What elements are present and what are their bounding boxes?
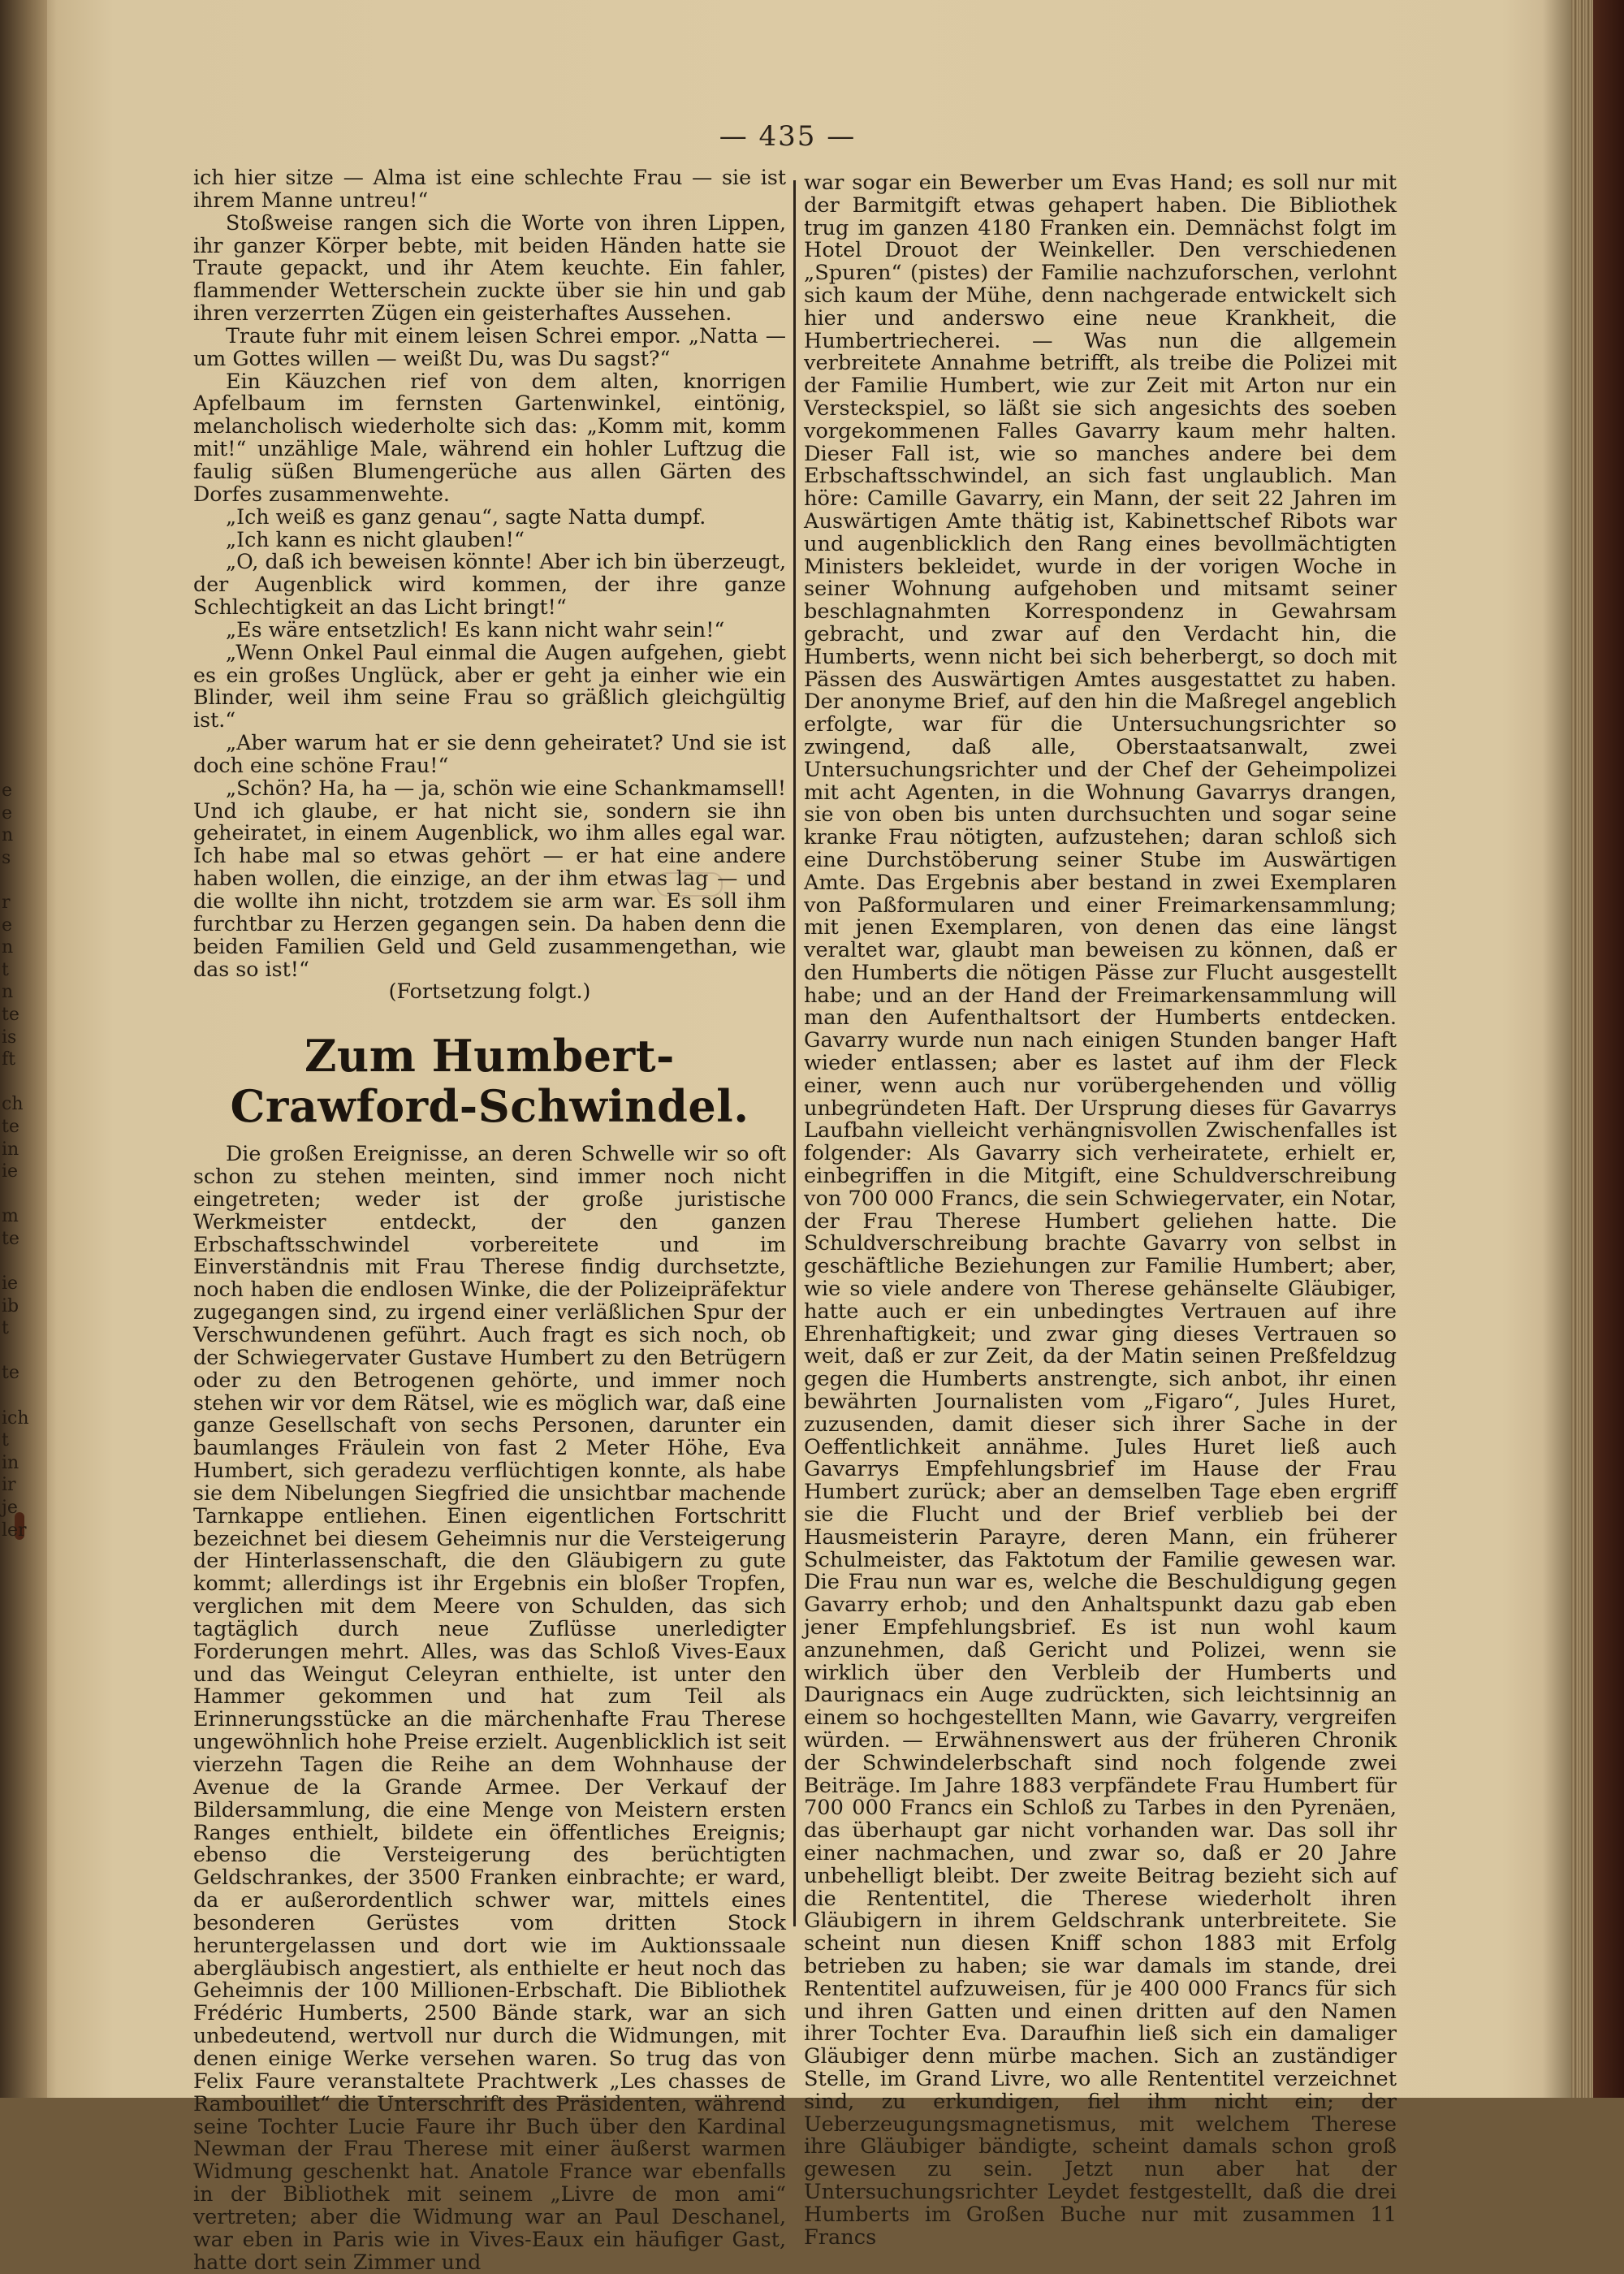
continuation-note: (Fortsetzung folgt.) [388,979,591,1004]
paragraph: „Wenn Onkel Paul einmal die Augen aufgehen, giebt es ein großes Unglück, aber er geht ja einher wie ein Blinder, weil ihm seine Frau so gräßlich gleichgültig ist.“ [193,640,786,733]
margin-fragment: ler [2,1520,27,1541]
margin-fragment: te [2,1116,19,1137]
margin-fragment: t [2,1318,9,1339]
margin-fragment: e [2,914,13,936]
margin-fragment: ie [2,1161,19,1182]
paragraph: „Schön? Ha, ha — ja, schön wie eine Schankmamsell! Und ich glaube, er hat nicht sie, sondern sie ihn geheiratet, in einem Augenblick, wo ihm alles egal war. Ich habe mal so etwas gehört — er hat eine andere haben wollen, die einzige, an der ihm etwas lag — und die wollte ihn nicht, trotzdem sie arm war. Es soll ihm furchtbar zu Herzen gegangen sein. Da haben denn die beiden Familien Geld und Geld zusammengethan, wie das so ist!“ [193,776,786,981]
paragraph: „O, daß ich beweisen könnte! Aber ich bin überzeugt, der Augenblick wird kommen, der ihre ganze Schlechtigkeit an das Licht bringt!“ [193,550,786,620]
paragraph: Ein Käuzchen rief von dem alten, knorrigen Apfelbaum im fernsten Gartenwinkel, eintönig, melancholisch wiederholte sich das: „Komm mit, komm mit!“ unzählige Male, während ein hohler Luftzug die faulig süßen Blumengerüche aus allen Gärten des Dorfes zusammenwehte. [193,369,786,506]
margin-fragment [2,869,34,892]
page-number: — 435 — [719,120,857,153]
margin-fragment [2,1385,34,1407]
right-column [804,172,1397,2249]
margin-fragment: in [2,1139,19,1160]
paragraph: „Ich kann es nicht glauben!“ [226,527,525,551]
margin-fragment: s [2,847,11,868]
margin-fragment: te [2,1004,19,1025]
adjacent-page-margin [2,780,34,1541]
margin-fragment: in [2,1452,19,1473]
margin-fragment: ie [2,1273,19,1295]
paragraph: war sogar ein Bewerber um Evas Hand; es soll nur mit der Barmitgift etwas gehapert haben. Die Bibliothek trug im ganzen 4180 Franken ein. Demnächst folgt im Hotel Drouot der Weinkeller. Den verschiedenen „Spuren“ (pistes) der Familie nachzuforschen, verlohnt sich kaum der Mühe, denn nachgerade entwickelt sich hier und anderswo eine neue Krankheit, die Humbertriecherei. — Was nun die allgemein verbreitete Annahme betrifft, als treibe die Polizei mit der Familie Humbert, wie zur Zeit mit Arton nur ein Versteckspiel, so läßt sie sich angesichts des soeben vorgekommenen Falles Gavarry kaum mehr halten. Dieser Fall ist, wie so manches andere bei dem Erbschaftsschwindel, an sich fast unglaublich. Man höre: Camille Gavarry, ein Mann, der seit 22 Jahren im Auswärtigen Amte thätig ist, Kabinettschef Ribots war und augenblicklich den Rang eines bevollmächtigten Ministers bekleidet, wurde in der vorigen Woche in seiner Wohnung aufgehoben und mitsamt seiner beschlagnahmten Korrespondenz in Gewahrsam gebracht, und zwar auf den Verdacht hin, die Humberts, wenn nicht bei sich beherbergt, so doch mit Pässen des Auswärtigen Amtes ausgestattet zu haben. Der anonyme Brief, auf den hin die Maßregel angeblich erfolgte, war für die Untersuchungsrichter so zwingend, daß alle, Oberstaatsanwalt, zwei Untersuchungsrichter und der Chef der Geheimpolizei mit acht Agenten, in die Wohnung Gavarrys drangen, sie von oben bis unten durchsuchten und sogar seine kranke Frau nötigten, aufzustehen; daran schloß sich eine Durchstöberung seiner Stube im Auswärtigen Amte. Das Ergebnis aber bestand in zwei Exemplaren von Paßformularen und einer Freimarkensammlung; mit jenen Exemplaren, von denen das eine längst veraltet war, glaubt man beweisen zu können, daß er den Humberts die nötigen Pässe zur Flucht ausgestellt habe; und an der Hand der Freimarkensammlung will man den Aufenthaltsort der Humberts entdecken. Gavarry wurde nun nach einigen Stunden banger Haft wieder entlassen; aber es lastet auf ihm der Fleck einer, wenn auch nur vorübergehenden und völlig unbegründeten Haft. Der Ursprung dieses für Gavarrys Laufbahn vielleicht verhängnisvollen Zwischenfalles ist folgender: Als Gavarry sich verheiratete, erhielt er, einbegriffen in die Mitgift, eine Schuldverschreibung von 700 000 Francs, die sein Schwiegervater, ein Notar, der Frau Therese Humbert geliehen hatte. Die Schuldverschreibung brachte Gavarry von selbst in geschäftliche Beziehungen zur Familie Humbert; aber, wie so viele andere von Therese gehänselte Gläubiger, hatte auch er ein unbedingtes Vertrauen auf ihre Ehrenhaftigkeit; und zwar ging dieses Vertrauen so weit, daß er zur Zeit, da der Matin seinen Preßfeldzug gegen die Humberts anstrengte, sich anbot, ihr einen bewährten Journalisten vom „Figaro“, Jules Huret, zuzusenden, damit dieser sich ihrer Sache in der Oeffentlichkeit annähme. Jules Huret ließ auch Gavarrys Empfehlungsbrief im Hause der Frau Humbert zurück; aber an demselben Tage eben ergriff sie die Flucht und der Brief verblieb bei der Hausmeisterin Parayre, deren Mann, ein früherer Schulmeister, das Faktotum der Familie gewesen war. Die Frau nun war es, welche die Beschuldigung gegen Gavarry erhob; und den Anhaltspunkt dazu gab eben jener Empfehlungsbrief. Es ist nun wohl kaum anzunehmen, daß Gericht und Polizei, wenn sie wirklich über den Verbleib der Humberts und Daurignacs ein Auge zudrückten, sich leichtsinnig an einem so hochgestellten Mann, wie Gavarry, vergreifen würden. — Erwähnenswert aus der früheren Chronik der Schwindelerbschaft sind noch folgende zwei Beiträge. Im Jahre 1883 verpfändete Frau Humbert für 700 000 Francs ein Schloß zu Tarbes in den Pyrenäen, das überhaupt gar nicht vorhanden war. Das soll ihr einer nachmachen, und zwar so, daß er 20 Jahre unbehelligt bleibt. Der zweite Beitrag bezieht sich auf die Rententitel, die Therese wiederholt ihren Gläubigern in ihrem Geldschrank unterbreitete. Sie scheint nun diesen Kniff schon 1883 mit Erfolg betrieben zu haben; sie war damals im stande, drei Rententitel aufzuweisen, für je 400 000 Francs für sich und ihren Gatten und einen dritten auf den Namen ihrer Tochter Eva. Daraufhin ließ sich ein damaliger Gläubiger denn mürbe machen. Sich an zuständiger Stelle, im Grand Livre, wo alle Rententitel verzeichnet sind, zu erkundigen, fiel ihm nicht ein; der Ueberzeugungsmagnetismus, mit welchem Therese ihre Gläubiger bändigte, scheint damals schon groß gewesen zu sein. Jetzt nun aber hat der Untersuchungsrichter Leydet festgestellt, daß die drei Humberts im Großen Buche nur mit zusammen 11 Francs [804,171,1397,2250]
margin-fragment [2,1250,34,1273]
paragraph: „Es wäre entsetzlich! Es kann nicht wahr sein!“ [226,617,725,642]
paragraph: „Aber warum hat er sie denn geheiratet? Und sie ist doch eine schöne Frau!“ [193,731,786,777]
paragraph: Traute fuhr mit einem leisen Schrei empor. „Natta — um Gottes willen — weißt Du, was Du sagst?“ [193,323,786,370]
margin-fragment: n [2,982,14,1003]
margin-fragment [2,1340,34,1363]
margin-fragment: ch [2,1094,24,1115]
margin-fragment: ib [2,1295,19,1316]
margin-fragment: te [2,1363,19,1384]
margin-fragment: n [2,937,14,958]
margin-fragment [2,1183,34,1206]
paragraph: „Ich weiß es ganz genau“, sagte Natta dumpf. [226,504,706,529]
margin-fragment: t [2,959,9,980]
margin-fragment: ft [2,1049,15,1070]
paragraph: ich hier sitze — Alma ist eine schlechte Frau — sie ist ihrem Manne untreu!“ [193,166,786,212]
article-heading: Zum Humbert-Crawford-Schwindel. [230,1030,749,1133]
margin-fragment: e [2,780,13,801]
margin-fragment: t [2,1430,9,1451]
margin-fragment: is [2,1027,17,1048]
margin-fragment: n [2,825,14,846]
margin-fragment [2,1071,34,1094]
paragraph: Stoßweise rangen sich die Worte von ihren Lippen, ihr ganzer Körper bebte, mit beiden Händen hatte sie Traute gepackt, und ihr Atem keuchte. Ein fahler, flammender Wetterschein zuckte über sie hin und gab ihren verzerrten Zügen ein geisterhaftes Aussehen. [193,210,786,326]
margin-fragment: m [2,1206,19,1227]
book-cover-edge [1593,0,1624,2098]
margin-fragment: ir [2,1475,16,1496]
margin-fragment: e [2,802,13,824]
margin-fragment: je [2,1498,18,1518]
column-rule [793,180,796,1926]
left-column [193,166,786,2273]
margin-fragment: ich [2,1407,29,1429]
margin-fragment: te [2,1228,19,1249]
margin-fragment: r [2,892,11,913]
paragraph: Die großen Ereignisse, an deren Schwelle wir so oft schon zu stehen meinten, sind immer noch nicht eingetreten; weder ist der große juristische Werkmeister entdeckt, der den ganzen Erbschaftsschwindel vorbereitete und im Einverständnis mit Frau Therese findig durchsetzte, noch haben die endlosen Winke, die der Polizeipräfektur zugegangen sind, zu irgend einer verläßlichen Spur der Verschwundenen geführt. Auch fragt es sich noch, ob der Schwiegervater Gustave Humbert zu den Betrügern oder zu den Betrogenen gehörte, und immer noch stehen wir vor dem Rätsel, wie es möglich war, daß eine ganze Gesellschaft von sechs Personen, darunter ein baumlanges Fräulein von fast 2 Meter Höhe, Eva Humbert, sich geradezu verflüchtigen konnte, als habe sie dem Nibelungen Siegfried die unsichtbar machende Tarnkappe entliehen. Einen eigentlichen Fortschritt bezeichnet bei diesem Geheimnis nur die Versteigerung der Hinterlassenschaft, die den Gläubigern zu gute kommt; allerdings ist ihr Ergebnis ein bloßer Tropfen, verglichen mit dem Meere von Schulden, das sich tagtäglich durch neue Zuflüsse unerledigter Forderungen mehrt. Alles, was das Schloß Vives-Eaux und das Weingut Celeyran enthielte, ist unter den Hammer gekommen und hat zum Teil als Erinnerungsstücke an die märchenhafte Frau Therese ungewöhnlich hohe Preise erzielt. Augenblicklich ist seit vierzehn Tagen die Reihe an dem Wohnhause der Avenue de la Grande Armee. Der Verkauf der Bildersammlung, die eine Menge von Meistern ersten Ranges enthielt, bildete ein öffentliches Ereignis; ebenso die Versteigerung des berüchtigten Geldschrankes, der 3500 Franken einbrachte; er ward, da er außerordentlich schwer war, mittels eines besonderen Gerüstes vom dritten Stock heruntergelassen und dort wie im Auktionssaale abergläubisch angestiert, als enthielte er heut noch das Geheimnis der 100 Millionen-Erbschaft. Die Bibliothek Frédéric Humberts, 2500 Bände stark, war an sich unbedeutend, wertvoll nur durch die Widmungen, mit denen einige Werke versehen waren. So trug das von Felix Faure veranstaltete Prachtwerk „Les chasses de Rambouillet“ die Unterschrift des Präsidenten, während seine Tochter Lucie Faure ihr Buch über den Kardinal Newman der Frau Therese mit einer äußerst warmen Widmung geschenkt hat. Anatole France war ebenfalls in der Bibliothek mit seinem „Livre de mon ami“ vertreten; aber die Widmung war an Paul Deschanel, war eben in Paris wie in Vives-Eaux ein häufiger Gast, hatte dort sein Zimmer und [193,1142,786,2274]
